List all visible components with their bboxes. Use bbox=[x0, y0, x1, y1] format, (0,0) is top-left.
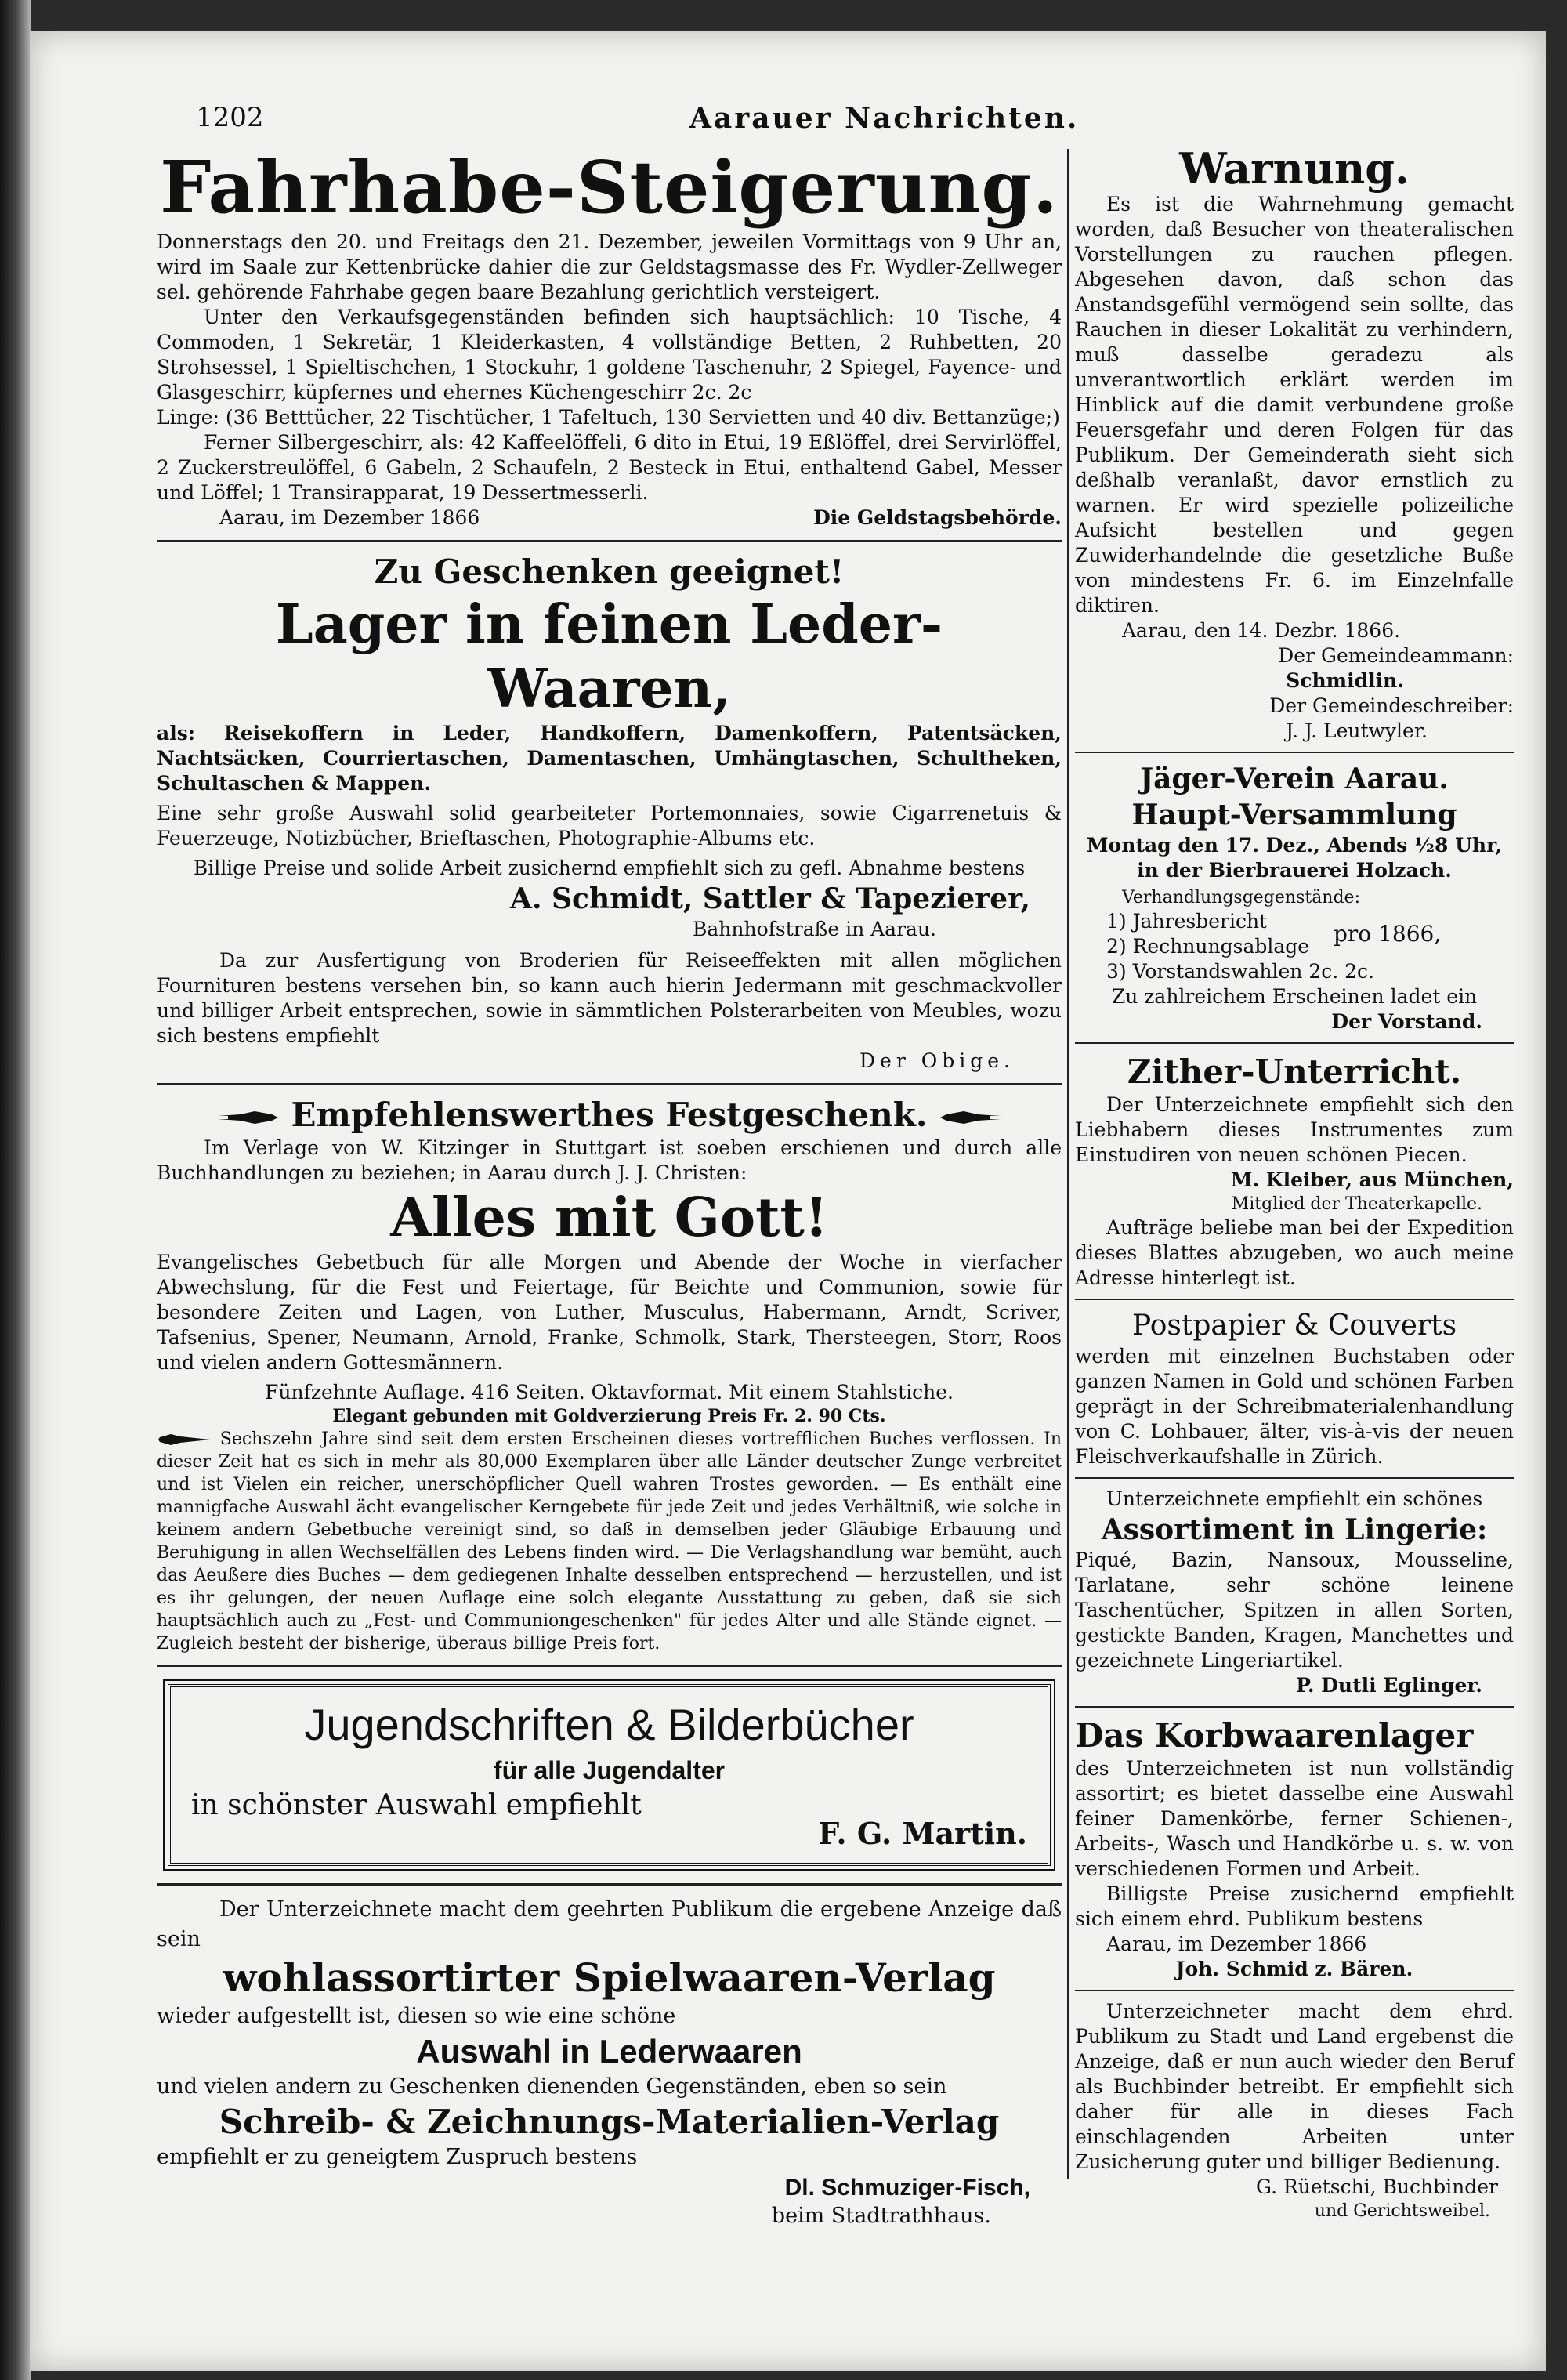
ad-text: Billige Preise und solide Arbeit zusichernd empfiehlt sich zu gefl. Abnahme bestens bbox=[193, 857, 1026, 879]
ad-when: Montag den 17. Dez., Abends ½8 Uhr, in der Bierbrauerei Holzach. bbox=[1086, 834, 1503, 882]
ad-subtitle: Haupt-Versammlung bbox=[1131, 799, 1457, 831]
ad-zither bbox=[1075, 1052, 1514, 1291]
signature: Joh. Schmid z. Bären. bbox=[1175, 1958, 1413, 1980]
ad-text: Ferner Silbergeschirr, als: 42 Kaffeelöffeli, 6 dito in Etui, 19 Eßlöffel, drei Servirlöffel, 2 Zuckerstreulöffel, 6 Gabeln, 2 Schaufeln, 2 Besteck in Etui, enthaltend Gabel, Messer und Löffel; 1 Transirapparat, 19 Dessertmesserli. bbox=[157, 431, 1062, 504]
divider bbox=[1075, 1706, 1514, 1708]
signature: P. Dutli Eglinger. bbox=[1296, 1674, 1482, 1697]
page-number: 1202 bbox=[196, 102, 264, 133]
ad-title: Jugendschriften & Bilderbücher bbox=[304, 1700, 914, 1749]
signature-role: und Gerichtsweibel. bbox=[1314, 2201, 1490, 2221]
agenda-label: Verhandlungsgegenstände: bbox=[1122, 888, 1360, 907]
ad-subtitle: für alle Jugendalter bbox=[493, 1756, 726, 1784]
ad-fahrhabe-steigerung bbox=[157, 145, 1062, 531]
address: beim Stadtrathhaus. bbox=[771, 2204, 991, 2228]
signature-name: Schmidlin. bbox=[1286, 669, 1404, 692]
ad-text: und vielen andern zu Geschenken dienenden Gegenständen, eben so sein bbox=[157, 2074, 947, 2099]
place-date: Aarau, den 14. Dezbr. 1866. bbox=[1122, 619, 1401, 642]
signature: Der Obige. bbox=[859, 1049, 1015, 1072]
price-info: Elegant gebunden mit Goldverzierung Preis Fr. 2. 90 Cts. bbox=[332, 1406, 886, 1426]
ad-warnung bbox=[1075, 145, 1514, 744]
book-spine bbox=[0, 0, 31, 2380]
ad-spielwaaren bbox=[157, 1895, 1062, 2229]
book-title: Alles mit Gott! bbox=[390, 1186, 828, 1249]
divider bbox=[1075, 752, 1514, 753]
ad-korbwaaren bbox=[1075, 1715, 1514, 1982]
divider bbox=[157, 1665, 1062, 1667]
ad-buchbinder bbox=[1075, 1999, 1514, 2222]
divider bbox=[157, 1883, 1062, 1886]
ad-text: Der Unterzeichnete empfiehlt sich den Liebhabern dieses Instrumentes zum Einstudiren von neuen schönen Piecen. bbox=[1075, 1093, 1514, 1166]
ad-lingerie bbox=[1075, 1487, 1514, 1698]
agenda-item: 3) Vorstandswahlen 2c. 2c. bbox=[1106, 960, 1374, 983]
column-divider bbox=[1067, 149, 1069, 2179]
pointing-hand-icon bbox=[157, 1432, 212, 1447]
ad-text: Donnerstags den 20. und Freitags den 21. Dezember, jeweilen Vormittags von 9 Uhr an, wird im Saale zur Kettenbrücke dahier die zur Geldstagsmasse des Fr. Wydler-Zellweger sel. gehörende Fahrhabe gegen baare Bezahlung gerichtlich versteigert. bbox=[157, 230, 1062, 303]
ad-kicker: Zu Geschenken geeignet! bbox=[374, 552, 845, 591]
signature: G. Rüetschi, Buchbinder bbox=[1256, 2175, 1498, 2198]
advertiser-address: Bahnhofstraße in Aarau. bbox=[693, 918, 936, 940]
page-header bbox=[196, 102, 1481, 149]
ad-text: Linge: (36 Betttücher, 22 Tischtücher, 1 Tafeltuch, 130 Servietten und 40 div. Bettanzüge;) bbox=[157, 406, 1060, 429]
ad-text: Piqué, Bazin, Nansoux, Mousseline, Tarlatane, sehr schöne leinene Taschentücher, Spitzen in allen Sorten, gestickte Banden, Kragen, Manchettes und gezeichnete Lingeriartikel. bbox=[1075, 1549, 1514, 1672]
ad-text: Unterzeichneter macht dem ehrd. Publikum zu Stadt und Land ergebenst die Anzeige, daß er nun auch wieder den Beruf als Buchbinder betreibt. Er empfiehlt sich daher für alle in dieses Fach einschlagenden Arbeiten unter Zusicherung guter und billiger Bedienung. bbox=[1075, 2000, 1514, 2173]
ad-text: Unter den Verkaufsgegenständen befinden sich hauptsächlich: 10 Tische, 4 Commoden, 1 Sekretär, 1 Kleiderkasten, 4 vollständige Betten, 2 Ruhbetten, 20 Strohsessel, 1 Spieltischchen, 1 Stockuhr, 1 goldene Taschenuhr, 2 Spiegel, Fayence- und Glasgeschirr, küpfernes und ehernes Küchengeschirr 2c. 2c bbox=[157, 306, 1062, 404]
ad-title: Postpapier & Couverts bbox=[1131, 1310, 1457, 1342]
paper-title: Aarauer Nachrichten. bbox=[689, 102, 1080, 135]
signature-label: Der Gemeindeammann: bbox=[1278, 644, 1514, 667]
ad-text: Eine sehr große Auswahl solid gearbeiteter Portemonnaies, sowie Cigarrenetuis & Feuerzeuge, Notizbücher, Brieftaschen, Photographie-Albums etc. bbox=[157, 802, 1062, 849]
divider bbox=[157, 1083, 1062, 1085]
ad-title: wohlassortirter Spielwaaren-Verlag bbox=[223, 1954, 996, 2001]
ad-text: Zu zahlreichem Erscheinen ladet ein bbox=[1111, 985, 1478, 1008]
agenda-list bbox=[1075, 909, 1514, 984]
divider bbox=[1075, 1477, 1514, 1479]
ad-text: Der Unterzeichnete macht dem geehrten Publikum die ergebene Anzeige daß sein bbox=[157, 1897, 1062, 1951]
ad-title: Fahrhabe-Steigerung. bbox=[160, 145, 1059, 230]
ad-title-row bbox=[157, 1095, 1062, 1136]
signature: Der Vorstand. bbox=[1331, 1010, 1482, 1033]
agenda-pro: pro 1866, bbox=[1334, 921, 1442, 947]
ad-text: als: Reisekoffern in Leder, Handkoffern, Damenkoffern, Patentsäcken, Nachtsäcken, Courriertaschen, Damentaschen, Umhängtaschen, Schultheken, Schultaschen & Mappen. bbox=[157, 722, 1062, 795]
advertiser-name: A. Schmidt, Sattler & Tapezierer, bbox=[510, 882, 1030, 915]
ad-text: Im Verlage von W. Kitzinger in Stuttgart ist soeben erschienen und durch alle Buchhandlungen zu beziehen; in Aarau durch J. J. Christen: bbox=[157, 1136, 1062, 1184]
edition-info: Fünfzehnte Auflage. 416 Seiten. Oktavformat. Mit einem Stahlstiche. bbox=[265, 1381, 954, 1404]
ad-text: Billigste Preise zusichernd empfiehlt sich einem ehrd. Publikum bestens bbox=[1075, 1882, 1514, 1930]
ad-text: Aufträge beliebe man bei der Expedition dieses Blattes abzugeben, wo auch meine Adresse hinterlegt ist. bbox=[1075, 1216, 1514, 1289]
ad-text bbox=[157, 1428, 1062, 1655]
ad-title: Das Korbwaarenlager bbox=[1075, 1716, 1474, 1755]
pointing-hand-icon bbox=[194, 1108, 280, 1127]
ad-text: Es ist die Wahrnehmung gemacht worden, daß Besucher von theateralischen Vorstellungen zu rauchen pflegen. Abgesehen davon, daß schon das Anstandsgefühl vermögend sein sollte, das Rauchen in dieser Lokalität zu verhindern, muß dasselbe geradezu als unverantwortlich erklärt werden im Hinblick auf die damit verbundene große Feuersgefahr und deren Folgen für das Publikum. Der Gemeinderath sieht sich deßhalb veranlaßt, davor ernstlich zu warnen. Er wird spezielle polizeiliche Aufsicht bestellen und gegen Zuwiderhandelnde die gesetzliche Buße von mindestens Fr. 6. im Einzelnfalle diktiren. bbox=[1075, 193, 1514, 617]
ad-title: Zither-Unterricht. bbox=[1127, 1052, 1462, 1091]
ad-leder-waaren bbox=[157, 552, 1062, 1074]
signature-name: J. J. Leutwyler. bbox=[1286, 719, 1428, 742]
ad-text-body: Sechszehn Jahre sind seit dem ersten Erscheinen dieses vortrefflichen Buches verflossen. In dieser Zeit hat es sich in mehr als 80,000 Exemplaren über alle Länder deutscher Zunge verbreitet und ist Vielen ein reicher, unerschöpflicher Quell wahren Trostes geworden. — Es enthält eine mannigfache Auswahl ächt evangelischer Kerngebete für jede Zeit und jedes Verhältniß, wie solche in keinem andern Gebetbuche vereinigt sind, so daß in demselben jeder Gläubige Erbauung und Beruhigung in allen Wechselfällen des Lebens finden wird. — Die Verlagshandlung war bemüht, auch das Aeußere dies Buches — dem gediegenen Inhalte desselben entsprechend — herzustellen, und ist es ihr gelungen, der neuen Auflage eine solch elegante Ausstattung zu geben, daß sie sich hauptsächlich auch zu „Fest- und Communiongeschenken" für jedes Alter und alle Stände eignet. — Zugleich besteht der bisherige, überaus billige Preis fort. bbox=[157, 1429, 1062, 1654]
ad-intro: Unterzeichnete empfiehlt ein schönes bbox=[1106, 1487, 1483, 1510]
agenda-item: 2) Rechnungsablage bbox=[1106, 935, 1310, 958]
ad-jaeger-verein bbox=[1075, 761, 1514, 1034]
ad-title: Jäger-Verein Aarau. bbox=[1140, 763, 1449, 795]
ad-jugendschriften bbox=[168, 1684, 1051, 1866]
ad-title: Warnung. bbox=[1179, 143, 1410, 194]
ad-title: Empfehlenswerthes Festgeschenk. bbox=[291, 1096, 928, 1134]
signature: Dl. Schmuziger-Fisch, bbox=[784, 2175, 1030, 2201]
ad-text: empfiehlt er zu geneigtem Zuspruch bestens bbox=[157, 2145, 638, 2169]
ad-festgeschenk bbox=[157, 1095, 1062, 1655]
right-column bbox=[1075, 145, 1514, 2222]
pointing-hand-icon bbox=[939, 1108, 1025, 1127]
ad-title-2: Schreib- & Zeichnungs-Materialien-Verlag bbox=[219, 2103, 1000, 2141]
signature-name: M. Kleiber, aus München, bbox=[1230, 1168, 1514, 1191]
divider bbox=[1075, 1042, 1514, 1044]
divider bbox=[1075, 1299, 1514, 1300]
ad-text: Evangelisches Gebetbuch für alle Morgen und Abende der Woche in vierfacher Abwechslung, für die Fest und Feiertage, für Beichte und Communion, sowie für besondere Zeiten und Lagen, von Luther, Musculus, Habermann, Arndt, Scriver, Tafsenius, Spener, Neumann, Arnold, Franke, Schmolk, Stark, Thersteegen, Storr, Roos und vielen andern Gottesmännern. bbox=[157, 1251, 1062, 1374]
ad-text: wieder aufgestellt ist, diesen so wie eine schöne bbox=[157, 2004, 676, 2028]
agenda-item: 1) Jahresbericht bbox=[1106, 910, 1268, 933]
signature-role: Mitglied der Theaterkapelle. bbox=[1231, 1194, 1482, 1214]
ad-text: des Unterzeichneten ist nun vollständig assortirt; es bietet dasselbe eine Auswahl feiner Damenkörbe, ferner Schienen-, Arbeits-, Wasch und Handkörbe u. s. w. von verschiedenen Formen und Arbeit. bbox=[1075, 1757, 1514, 1880]
ad-text: Da zur Ausfertigung von Broderien für Reiseeffekten mit allen möglichen Fournituren bestens versehen bin, so kann auch hierin Jedermann mit geschmackvoller und billiger Arbeit entsprechen, sowie in sämmtlichen Polsterarbeiten von Meubles, wozu sich bestens empfiehlt bbox=[157, 949, 1062, 1047]
divider bbox=[1075, 1990, 1514, 1991]
place-date: Aarau, im Dezember 1866 bbox=[219, 506, 480, 529]
signature: Die Geldstagsbehörde. bbox=[813, 506, 1062, 529]
left-column bbox=[157, 145, 1062, 2229]
signature-label: Der Gemeindeschreiber: bbox=[1269, 694, 1514, 717]
ad-text: werden mit einzelnen Buchstaben oder ganzen Namen in Gold und schönen Farben geprägt in der Schreibmaterialenhandlung von C. Lohbauer, älter, vis-à-vis der neuen Fleischverkaufshalle in Zürich. bbox=[1075, 1345, 1514, 1468]
divider bbox=[157, 540, 1062, 542]
ad-title: Lager in feinen Leder-Waaren, bbox=[275, 593, 943, 720]
advertiser-name: F. G. Martin. bbox=[818, 1816, 1027, 1851]
place-date: Aarau, im Dezember 1866 bbox=[1106, 1933, 1367, 1955]
ad-subtitle: Auswahl in Lederwaaren bbox=[416, 2033, 802, 2070]
ad-title: Assortiment in Lingerie: bbox=[1101, 1513, 1488, 1546]
ad-text: in schönster Auswahl empfiehlt bbox=[191, 1789, 642, 1821]
ad-postpapier bbox=[1075, 1308, 1514, 1469]
